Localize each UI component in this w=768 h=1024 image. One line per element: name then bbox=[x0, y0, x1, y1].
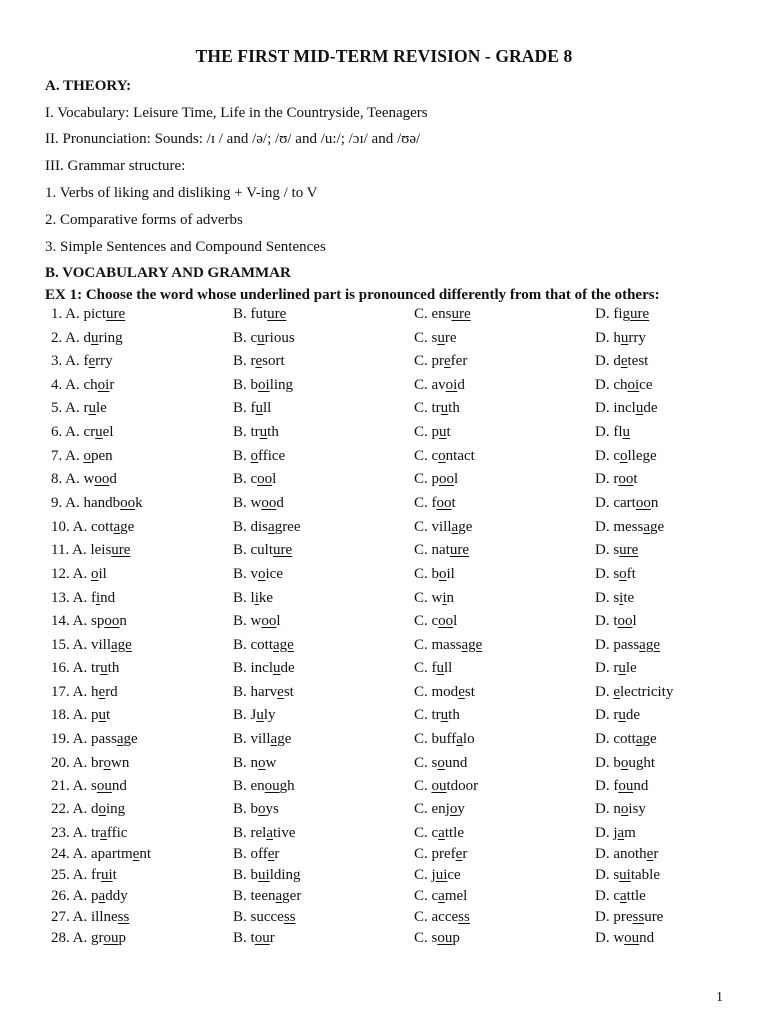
option-d: D. cartoon bbox=[595, 495, 659, 511]
option-d: D. choice bbox=[595, 377, 653, 393]
underlined-sound: e bbox=[646, 846, 654, 862]
option-b: B. office bbox=[233, 448, 286, 464]
option-d: D. found bbox=[595, 778, 649, 794]
underlined-sound: oo bbox=[120, 495, 136, 511]
theory-heading: A. THEORY: bbox=[45, 78, 132, 94]
option-c: C. foot bbox=[414, 495, 456, 511]
underlined-sound: u bbox=[635, 400, 644, 416]
option-d: D. another bbox=[595, 846, 659, 862]
page-number: 1 bbox=[716, 990, 723, 1005]
underlined-sound: a bbox=[116, 731, 124, 747]
underlined-sound: e bbox=[88, 353, 96, 369]
option-c: C. pool bbox=[414, 471, 459, 487]
option-d: D. message bbox=[595, 519, 665, 535]
question-row bbox=[0, 825, 768, 847]
underlined-sound: u bbox=[437, 330, 445, 346]
underlined-sound: u bbox=[100, 660, 108, 676]
option-a: 15. A. village bbox=[51, 637, 132, 653]
underlined-sound: i bbox=[254, 590, 259, 606]
underlined-sound: ss bbox=[632, 909, 645, 925]
underlined-sound: o bbox=[437, 755, 445, 771]
underlined-sound: o bbox=[250, 448, 259, 464]
option-c: C. outdoor bbox=[414, 778, 479, 794]
option-c: C. put bbox=[414, 424, 451, 440]
underlined-sound: oi bbox=[445, 377, 458, 393]
underlined-sound: a bbox=[438, 825, 445, 841]
underlined-sound: e bbox=[255, 353, 263, 369]
question-row bbox=[0, 684, 768, 706]
option-d: D. tool bbox=[595, 613, 637, 629]
underlined-sound: u bbox=[88, 400, 96, 416]
underlined-sound: ure bbox=[267, 306, 287, 322]
option-b: B. July bbox=[233, 707, 276, 723]
option-a: 21. A. sound bbox=[51, 778, 127, 794]
option-a: 27. A. illness bbox=[51, 909, 130, 925]
option-b: B. future bbox=[233, 306, 287, 322]
underlined-sound: age bbox=[639, 637, 660, 653]
option-b: B. enough bbox=[233, 778, 295, 794]
option-a: 1. A. picture bbox=[51, 306, 126, 322]
underlined-sound: oo bbox=[94, 471, 110, 487]
underlined-sound: ou bbox=[437, 930, 453, 946]
option-a: 28. A. group bbox=[51, 930, 126, 946]
option-d: D. detest bbox=[595, 353, 649, 369]
option-d: D. hurry bbox=[595, 330, 646, 346]
underlined-sound: a bbox=[617, 825, 625, 841]
underlined-sound: ure bbox=[630, 306, 650, 322]
underlined-sound: o bbox=[103, 755, 111, 771]
option-c: C. avoid bbox=[414, 377, 465, 393]
option-b: B. success bbox=[233, 909, 296, 925]
option-b: B. cottage bbox=[233, 637, 294, 653]
underlined-sound: oo bbox=[104, 613, 120, 629]
underlined-sound: ss bbox=[283, 909, 296, 925]
theory-line-sentences: 3. Simple Sentences and Compound Sentences bbox=[45, 239, 326, 255]
underlined-sound: u bbox=[273, 660, 281, 676]
option-b: B. now bbox=[233, 755, 277, 771]
question-row bbox=[0, 846, 768, 868]
option-a: 22. A. doing bbox=[51, 801, 126, 817]
underlined-sound: a bbox=[270, 731, 278, 747]
option-d: D. passage bbox=[595, 637, 660, 653]
underlined-sound: a bbox=[620, 888, 627, 904]
option-a: 24. A. apartment bbox=[51, 846, 151, 862]
option-a: 20. A. brown bbox=[51, 755, 130, 771]
underlined-sound: ure bbox=[273, 542, 293, 558]
underlined-sound: u bbox=[440, 400, 449, 416]
theory-line-comparative: 2. Comparative forms of adverbs bbox=[45, 212, 243, 228]
option-b: B. building bbox=[233, 867, 301, 883]
option-d: D. soft bbox=[595, 566, 636, 582]
option-c: C. full bbox=[414, 660, 453, 676]
underlined-sound: e bbox=[277, 684, 284, 700]
option-d: D. figure bbox=[595, 306, 650, 322]
option-c: C. cool bbox=[414, 613, 458, 629]
question-row bbox=[0, 448, 768, 470]
option-a: 3. A. ferry bbox=[51, 353, 113, 369]
question-row bbox=[0, 542, 768, 564]
option-d: D. site bbox=[595, 590, 635, 606]
underlined-sound: e bbox=[458, 684, 465, 700]
underlined-sound: ui bbox=[101, 867, 113, 883]
option-c: C. truth bbox=[414, 707, 460, 723]
option-d: D. cottage bbox=[595, 731, 657, 747]
question-row bbox=[0, 660, 768, 682]
underlined-sound: e bbox=[613, 684, 621, 700]
underlined-sound: a bbox=[268, 519, 275, 535]
underlined-sound: ou bbox=[431, 778, 447, 794]
question-row bbox=[0, 306, 768, 328]
option-c: C. ensure bbox=[414, 306, 471, 322]
underlined-sound: ure bbox=[619, 542, 639, 558]
underlined-sound: u bbox=[618, 660, 626, 676]
option-b: B. include bbox=[233, 660, 295, 676]
question-row bbox=[0, 731, 768, 753]
underlined-sound: ou bbox=[96, 778, 112, 794]
underlined-sound: e bbox=[98, 684, 106, 700]
underlined-sound: oo bbox=[617, 613, 633, 629]
question-row bbox=[0, 613, 768, 635]
underlined-sound: i bbox=[442, 590, 447, 606]
option-b: B. harvest bbox=[233, 684, 294, 700]
underlined-sound: o bbox=[439, 566, 447, 582]
option-c: C. juice bbox=[414, 867, 461, 883]
underlined-sound: u bbox=[255, 400, 263, 416]
option-a: 23. A. traffic bbox=[51, 825, 128, 841]
option-a: 12. A. oil bbox=[51, 566, 107, 582]
option-b: B. like bbox=[233, 590, 274, 606]
question-row bbox=[0, 519, 768, 541]
option-d: D. wound bbox=[595, 930, 655, 946]
option-b: B. wood bbox=[233, 495, 284, 511]
option-c: C. nature bbox=[414, 542, 469, 558]
underlined-sound: a bbox=[456, 731, 463, 747]
option-a: 10. A. cottage bbox=[51, 519, 135, 535]
theory-line-vocabulary: I. Vocabulary: Leisure Time, Life in the Countryside, Teenagers bbox=[45, 105, 428, 121]
option-b: B. cool bbox=[233, 471, 277, 487]
option-c: C. truth bbox=[414, 400, 460, 416]
option-d: D. electricity bbox=[595, 684, 674, 700]
option-d: D. college bbox=[595, 448, 657, 464]
option-c: C. prefer bbox=[414, 846, 468, 862]
underlined-sound: ui bbox=[619, 867, 631, 883]
underlined-sound: ss bbox=[458, 909, 470, 925]
theory-line-grammar: III. Grammar structure: bbox=[45, 158, 186, 174]
underlined-sound: oo bbox=[436, 495, 452, 511]
option-d: D. rude bbox=[595, 707, 640, 723]
question-row bbox=[0, 377, 768, 399]
question-row bbox=[0, 930, 768, 952]
underlined-sound: a bbox=[438, 888, 445, 904]
underlined-sound: oi bbox=[97, 377, 110, 393]
underlined-sound: u bbox=[98, 707, 107, 723]
question-row bbox=[0, 471, 768, 493]
underlined-sound: o bbox=[619, 566, 627, 582]
underlined-sound: e bbox=[444, 353, 451, 369]
option-d: D. root bbox=[595, 471, 638, 487]
underlined-sound: a bbox=[113, 519, 121, 535]
underlined-sound: o bbox=[83, 448, 92, 464]
theory-line-pronunciation: II. Pronunciation: Sounds: /ɪ / and /ə/; /ʊ/ and /u:/; /ɔɪ/ and /ʊə/ bbox=[45, 131, 421, 147]
underlined-sound: oo bbox=[261, 495, 277, 511]
underlined-sound: e bbox=[455, 846, 463, 862]
question-row bbox=[0, 801, 768, 823]
question-row bbox=[0, 330, 768, 352]
option-d: D. jam bbox=[595, 825, 636, 841]
option-a: 8. A. wood bbox=[51, 471, 117, 487]
underlined-sound: oo bbox=[635, 495, 651, 511]
vocab-heading: B. VOCABULARY AND GRAMMAR bbox=[45, 265, 291, 281]
option-b: B. truth bbox=[233, 424, 279, 440]
underlined-sound: ou bbox=[103, 930, 119, 946]
underlined-sound: o bbox=[258, 566, 266, 582]
underlined-sound: e bbox=[620, 353, 628, 369]
underlined-sound: o bbox=[438, 448, 446, 464]
option-a: 14. A. spoon bbox=[51, 613, 127, 629]
underlined-sound: a bbox=[275, 888, 283, 904]
option-c: C. access bbox=[414, 909, 470, 925]
underlined-sound: u bbox=[256, 707, 264, 723]
option-d: D. include bbox=[595, 400, 658, 416]
option-b: B. offer bbox=[233, 846, 280, 862]
option-a: 18. A. put bbox=[51, 707, 111, 723]
option-b: B. resort bbox=[233, 353, 285, 369]
option-b: B. disagree bbox=[233, 519, 301, 535]
underlined-sound: ui bbox=[435, 867, 448, 883]
underlined-sound: o bbox=[620, 448, 628, 464]
option-d: D. bought bbox=[595, 755, 656, 771]
underlined-sound: oo bbox=[438, 613, 454, 629]
option-c: C. prefer bbox=[414, 353, 468, 369]
underlined-sound: oo bbox=[261, 613, 277, 629]
question-row bbox=[0, 755, 768, 777]
option-b: B. village bbox=[233, 731, 292, 747]
option-c: C. boil bbox=[414, 566, 455, 582]
option-c: C. contact bbox=[414, 448, 475, 464]
underlined-sound: ou bbox=[624, 930, 640, 946]
question-row bbox=[0, 566, 768, 588]
option-a: 5. A. rule bbox=[51, 400, 107, 416]
question-row bbox=[0, 353, 768, 375]
theory-line-verbs: 1. Verbs of liking and disliking + V-ing / to V bbox=[45, 185, 318, 201]
option-c: C. sure bbox=[414, 330, 457, 346]
underlined-sound: e bbox=[267, 846, 275, 862]
underlined-sound: oo bbox=[439, 471, 455, 487]
option-c: C. soup bbox=[414, 930, 460, 946]
option-a: 19. A. passage bbox=[51, 731, 138, 747]
underlined-sound: o bbox=[258, 801, 266, 817]
option-b: B. relative bbox=[233, 825, 296, 841]
option-c: C. enjoy bbox=[414, 801, 465, 817]
option-b: B. wool bbox=[233, 613, 281, 629]
option-a: 17. A. herd bbox=[51, 684, 118, 700]
option-a: 9. A. handbook bbox=[51, 495, 143, 511]
option-d: D. sure bbox=[595, 542, 639, 558]
underlined-sound: ure bbox=[106, 306, 126, 322]
option-b: B. tour bbox=[233, 930, 275, 946]
underlined-sound: u bbox=[91, 330, 99, 346]
underlined-sound: i bbox=[96, 590, 101, 606]
underlined-sound: a bbox=[98, 888, 106, 904]
underlined-sound: ou bbox=[264, 778, 280, 794]
underlined-sound: a bbox=[266, 825, 273, 841]
option-c: C. sound bbox=[414, 755, 468, 771]
underlined-sound: ou bbox=[618, 778, 634, 794]
underlined-sound: u bbox=[259, 424, 268, 440]
option-a: 11. A. leisure bbox=[51, 542, 131, 558]
underlined-sound: u bbox=[436, 660, 444, 676]
option-b: B. voice bbox=[233, 566, 283, 582]
underlined-sound: ure bbox=[111, 542, 131, 558]
option-b: B. boiling bbox=[233, 377, 294, 393]
option-d: D. cattle bbox=[595, 888, 646, 904]
option-b: B. full bbox=[233, 400, 272, 416]
option-d: D. suitable bbox=[595, 867, 660, 883]
underlined-sound: u bbox=[440, 707, 449, 723]
option-b: B. curious bbox=[233, 330, 295, 346]
option-a: 7. A. open bbox=[51, 448, 113, 464]
question-row bbox=[0, 909, 768, 931]
underlined-sound: a bbox=[451, 519, 459, 535]
option-a: 13. A. find bbox=[51, 590, 116, 606]
underlined-sound: u bbox=[618, 707, 626, 723]
underlined-sound: a bbox=[635, 731, 643, 747]
option-a: 26. A. paddy bbox=[51, 888, 128, 904]
option-c: C. modest bbox=[414, 684, 475, 700]
document-title: THE FIRST MID-TERM REVISION - GRADE 8 bbox=[195, 46, 573, 66]
question-row bbox=[0, 888, 768, 910]
option-c: C. win bbox=[414, 590, 455, 606]
underlined-sound: u bbox=[620, 330, 629, 346]
option-c: C. camel bbox=[414, 888, 468, 904]
question-row bbox=[0, 707, 768, 729]
question-row bbox=[0, 867, 768, 889]
option-d: D. flu bbox=[595, 424, 630, 440]
question-row bbox=[0, 400, 768, 422]
underlined-sound: ou bbox=[254, 930, 270, 946]
option-a: 4. A. choir bbox=[51, 377, 115, 393]
underlined-sound: age bbox=[273, 637, 294, 653]
underlined-sound: o bbox=[258, 755, 266, 771]
underlined-sound: age bbox=[111, 637, 132, 653]
option-a: 25. A. fruit bbox=[51, 867, 117, 883]
underlined-sound: e bbox=[132, 846, 140, 862]
underlined-sound: u bbox=[439, 424, 447, 440]
option-a: 16. A. truth bbox=[51, 660, 120, 676]
underlined-sound: oi bbox=[627, 377, 640, 393]
option-c: C. massage bbox=[414, 637, 483, 653]
underlined-sound: a bbox=[643, 519, 651, 535]
option-b: B. teenager bbox=[233, 888, 302, 904]
question-row bbox=[0, 637, 768, 659]
underlined-sound: o bbox=[620, 801, 629, 817]
underlined-sound: u bbox=[95, 424, 103, 440]
underlined-sound: o bbox=[98, 801, 107, 817]
underlined-sound: oi bbox=[258, 377, 270, 393]
option-d: D. noisy bbox=[595, 801, 646, 817]
underlined-sound: ui bbox=[258, 867, 270, 883]
question-row bbox=[0, 778, 768, 800]
underlined-sound: oo bbox=[618, 471, 634, 487]
underlined-sound: ure bbox=[449, 542, 469, 558]
underlined-sound: o bbox=[449, 801, 458, 817]
option-d: D. pressure bbox=[595, 909, 664, 925]
question-row bbox=[0, 590, 768, 612]
underlined-sound: a bbox=[100, 825, 107, 841]
underlined-sound: u bbox=[622, 424, 630, 440]
option-d: D. rule bbox=[595, 660, 637, 676]
exercise-1-instruction: EX 1: Choose the word whose underlined part is pronounced differently from that of the others: bbox=[45, 287, 660, 303]
question-row bbox=[0, 424, 768, 446]
option-c: C. buffalo bbox=[414, 731, 475, 747]
underlined-sound: i bbox=[619, 590, 624, 606]
option-a: 6. A. cruel bbox=[51, 424, 114, 440]
underlined-sound: age bbox=[461, 637, 483, 653]
underlined-sound: oo bbox=[257, 471, 273, 487]
option-c: C. village bbox=[414, 519, 473, 535]
question-row bbox=[0, 495, 768, 517]
underlined-sound: u bbox=[257, 330, 265, 346]
option-b: B. culture bbox=[233, 542, 293, 558]
underlined-sound: ure bbox=[451, 306, 471, 322]
underlined-sound: o bbox=[91, 566, 99, 582]
option-a: 2. A. during bbox=[51, 330, 123, 346]
option-b: B. boys bbox=[233, 801, 279, 817]
underlined-sound: o bbox=[620, 755, 629, 771]
underlined-sound: ss bbox=[117, 909, 130, 925]
option-c: C. cattle bbox=[414, 825, 465, 841]
